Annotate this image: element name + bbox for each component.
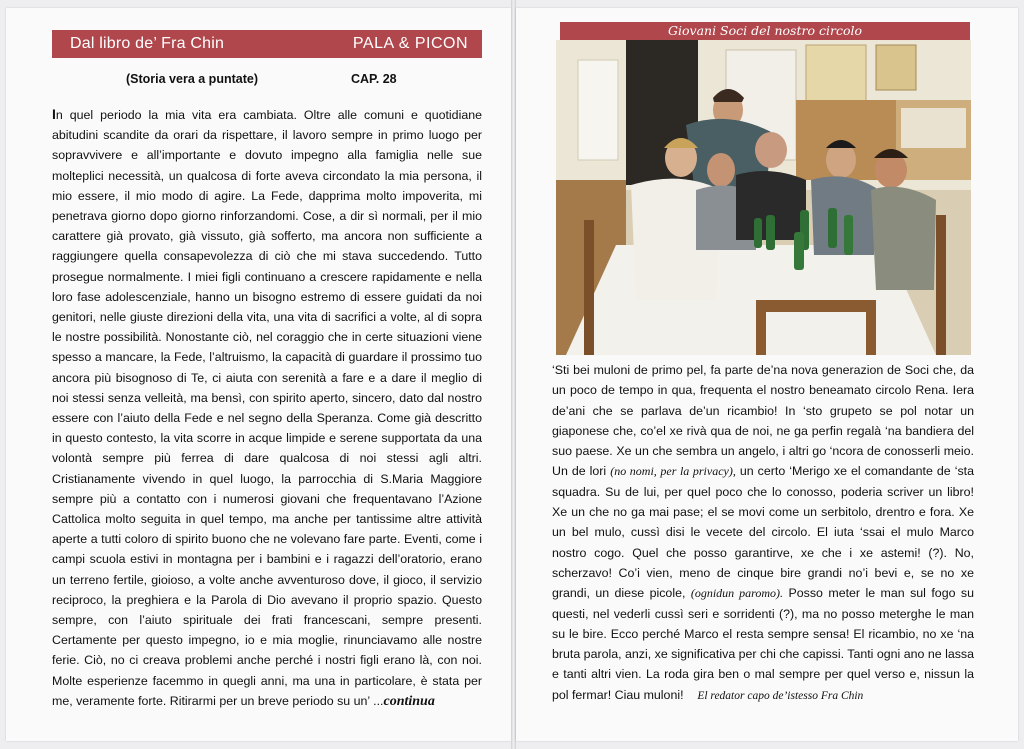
group-photo bbox=[556, 40, 971, 355]
left-banner-series: PALA & PICON bbox=[352, 35, 468, 52]
drop-cap: I bbox=[52, 106, 56, 122]
caption-aside-privacy: (no nomi, per la privacy), bbox=[610, 464, 736, 479]
caption-text-2: un certo ‘Merigo xe el comandante de ‘sta squadra. Su de lui, per quel poco che lo conosso, poderia scriver un libro! Xe un che no ga mai pase; el se movi come un serbitolo, drentro e fora. Xe un bel mulo, cussì disi le vecete del circolo. El iuta ‘ssai el mulo Marco nostro cogo. Quel che posso garantirve, xe che i xe astemi! (?). No, scherzavo! Co’i vien, meno de cinque bire grandi no’i bevi e, se no xe grandi, un diese picole, bbox=[552, 464, 974, 601]
caption-text-1: ‘Sti bei muloni de primo pel, fa parte de’na nova generazion de Soci che, da un poco de tempo in qua, frequenta el nostro beneamato circolo Rena. Iera de’ani che se parlava de’un ricambio! In ‘sto grupeto se pol notar un giaponese che, co’el xe rivà qua de noi, ne ga perfin regalà ‘na bandiera del suo paese. Xe un che sembra un angelo, i altri go ‘ncora de conosserli meio. Un de lori bbox=[552, 363, 974, 479]
caption-text-3: Posso meter le man sul fogo su questi, nel vederli cussì seri e sorridenti (?), ma no posso meterghe le man su le bire. Ecco perché Marco el resta sempre sensa! El ricambio, no xe ‘na bruta parola, anzi, xe significativa per chi che capissi. Tanti ogni ano ne lassa e tanti altri vien. La roda gira ben o mal sempre per quel verso e, nissun la pol fermar! Ciau muloni! bbox=[552, 586, 974, 702]
left-banner-title: Dal libro de’ Fra Chin bbox=[70, 35, 225, 52]
story-body bbox=[52, 104, 482, 712]
chapter-label: CAP. 28 bbox=[351, 72, 397, 86]
caption-aside-ognidun: (ognidun paromo). bbox=[690, 586, 784, 601]
editor-signature: El redator capo de’istesso Fra Chin bbox=[697, 689, 864, 702]
story-subtitle: (Storia vera a puntate) bbox=[126, 72, 258, 86]
caption-body bbox=[552, 360, 974, 706]
story-text: n quel periodo la mia vita era cambiata. Oltre alle comuni e quotidiane abitudini scandite da orari da rispettare, il lavoro sempre in primo luogo per sopravvivere e all’importante e dovuto impegno alla famiglia nelle sue molteplici necessità, un qualcosa di forte aveva circondato la mia persona, il mio essere, il mio modo di agire. La Fede, dapprima molto impoverita, mi penetrava giorno dopo giorno rinforzandomi. Cose, a dir sì normali, per il mio carattere già provato, già vissuto, già sofferto, ma ancora non sufficiente a raggiungere quella consapevolezza di ciò che mi stava succedendo. Tutto prosegue normalmente. I miei figli continuano a crescere rapidamente e nella loro fase adolescenziale, hanno un bisogno estremo di essere guidati da noi genitori, nelle giuste direzioni della vita, una vita di sacrifici a volte, al di sopra le nostre possibilità. Nonostante ciò, nel coraggio che in certe situazioni viene spesso a mancare, la Fede, l’altruismo, la capacità di guardare il prossimo tuo ancora più bisognoso di Te, ci aiuta con serenità a fare e a dare il meglio di noi stessi senza velleità, ma bensì, con spirito aperto, sincero, dato dal nostro essere con l’aiuto della Fede e nel segno della Speranza. Come già descritto in questo contesto, la vita scorre in acque limpide e serene supportata da una volontà sempre più ferrea di dare qualcosa di noi stessi agli altri. Cristianamente vivendo in quel luogo, la parrocchia di S.Maria Maggiore sempre più a contatto con i numerosi giovani che frequentavano l’Azione Cattolica molto seguita in quel tempo, ma anche per tantissime altre attività aperte a tutti coloro di spirito buono che ne volevano fare parte. Eventi, come i campi scuola estivi in montagna per i bambini e i ragazzi dell’oratorio, erano un terreno fertile, gioioso, a volte anche avventuroso dove, il gioco, il servizio reciproco, la preghiera e la Parola di Dio avevano il proprio spazio. Questo sempre, con l’aiuto spirituale dei frati francescani, sempre presenti. Certamente per questo impegno, io e mia moglie, rinunciavamo alle nostre ferie. Ciò, no ci creava problemi anche perché i nostri figli erano là, con noi. Molte esperienze facemmo in quegli anni, ma una in particolare, è stata per me, veramente forte. Ritirarmi per un breve periodo su un’ ... bbox=[52, 108, 482, 708]
left-banner bbox=[52, 30, 482, 58]
continua-label: continua bbox=[383, 693, 435, 709]
right-banner-title: Giovani Soci del nostro circolo bbox=[560, 22, 970, 40]
